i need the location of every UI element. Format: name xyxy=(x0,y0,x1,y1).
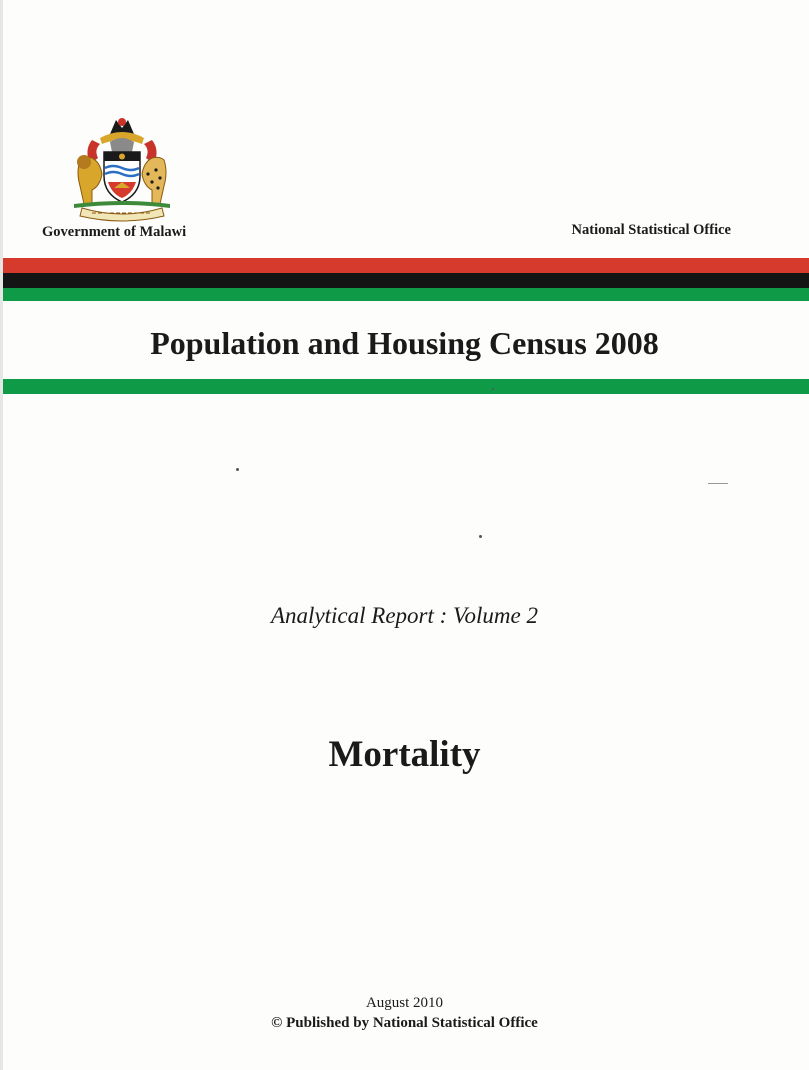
page-edge xyxy=(0,0,3,1070)
report-topic: Mortality xyxy=(328,734,481,775)
report-subtitle: Analytical Report : Volume 2 xyxy=(271,603,538,628)
scan-speck xyxy=(492,388,494,390)
scan-speck xyxy=(236,468,239,471)
scan-speck xyxy=(708,483,728,484)
flag-stripe-red xyxy=(3,258,809,273)
publication-date: August 2010 xyxy=(365,995,444,1011)
scan-speck xyxy=(479,535,482,538)
flag-stripe-green xyxy=(3,288,809,301)
flag-stripe-black xyxy=(3,273,809,288)
census-title: Population and Housing Census 2008 xyxy=(150,325,659,361)
publisher-line: © Published by National Statistical Office xyxy=(271,1015,538,1031)
office-label: National Statistical Office xyxy=(571,222,731,238)
flag-stripe-green-lower xyxy=(3,379,809,394)
government-label: Government of Malawi xyxy=(42,224,187,240)
malawi-coat-of-arms-icon xyxy=(62,112,182,222)
